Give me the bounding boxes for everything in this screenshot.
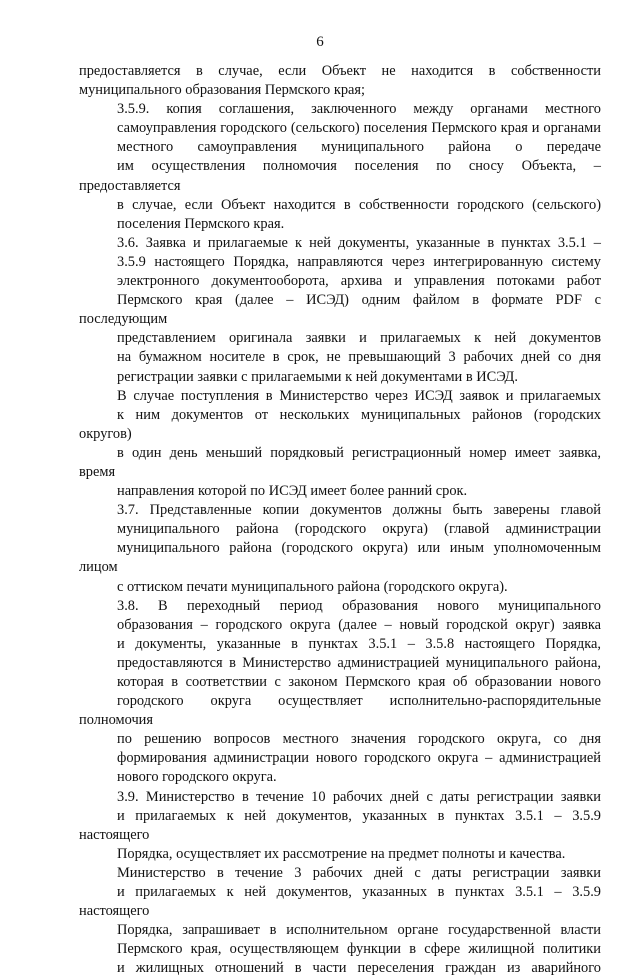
text-line: поселения Пермского края. [117,215,285,232]
paragraph [79,62,601,100]
page-number: 6 [316,34,324,50]
text-line: в один день меньший порядковый регистрационный номер имеет заявка, время [79,444,601,480]
text-line: В случае поступления в Министерство через ИСЭД заявок и прилагаемых [117,387,601,404]
text-line: городского округа осуществляет исполнительно-распорядительные полномочия [79,693,601,729]
text-line: и жилищных отношений в части переселения граждан из аварийного [117,960,601,977]
text-line: муниципального района (городского округа) или иным уполномоченным лицом [79,540,601,576]
text-line: 3.5.9 настоящего Порядка, направляются через интегрированную систему [117,253,601,270]
text-line: им осуществления полномочия поселения по сносу Объекта, – предоставляется [79,158,601,194]
text-line: и документы, указанные в пунктах 3.5.1 – 3.5.8 настоящего Порядка, [117,635,601,652]
text-line: 3.8. В переходный период образования нового муниципального [117,597,601,614]
text-line: Порядка, осуществляет их рассмотрение на предмет полноты и качества. [117,845,566,862]
text-line: формирования администрации нового городского округа – администрацией [117,750,601,767]
text-line: 3.5.9. копия соглашения, заключенного между органами местного [117,101,601,118]
text-line: предоставляются в Министерство администрацией муниципального района, [117,654,601,671]
paragraph [79,788,601,864]
text-line: и прилагаемых к ней документов, указанных в пунктах 3.5.1 – 3.5.9 настоящего [79,807,601,843]
text-line: на бумажном носителе в срок, не превышающий 3 рабочих дней со дня [117,349,601,366]
paragraph [79,234,601,387]
text-line: регистрации заявки с прилагаемыми к ней документами в ИСЭД. [117,368,518,385]
text-line: в случае, если Объект находится в собственности городского (сельского) [117,196,601,213]
text-line: и прилагаемых к ней документов, указанных в пунктах 3.5.1 – 3.5.9 настоящего [79,884,601,920]
text-line: нового городского округа. [117,769,277,786]
text-line: к ним документов от нескольких муниципальных районов (городских округов) [79,406,601,442]
text-line: электронного документооборота, архива и управления потоками работ [117,273,601,290]
paragraph [79,864,601,979]
text-line: 3.9. Министерство в течение 10 рабочих дней с даты регистрации заявки [117,788,601,805]
text-line: предоставляется в случае, если Объект не находится в собственности [79,63,601,79]
paragraph [79,387,601,502]
text-line: которая в соответствии с законом Пермского края об образовании нового [117,674,601,690]
text-line: с оттиском печати муниципального района (городского округа). [117,578,508,595]
text-line: муниципального района (городского округа) (главой администрации [117,521,601,538]
paragraph [79,597,601,788]
text-line: по решению вопросов местного значения городского округа, со дня [117,731,601,748]
text-line: 3.6. Заявка и прилагаемые к ней документы, указанные в пунктах 3.5.1 – [117,234,601,251]
text-line: образования – городского округа (далее – новый городской округ) заявка [117,616,601,633]
text-line: Пермского края (далее – ИСЭД) одним файлом в формате PDF с последующим [79,292,601,328]
text-line: Пермского края, осуществляющем функции в сфере жилищной политики [117,941,601,958]
text-line: Порядка, запрашивает в исполнительном органе государственной власти [117,922,601,939]
text-line: самоуправления городского (сельского) поселения Пермского края и органами [117,120,601,137]
document-body [79,62,601,979]
text-line: представлением оригинала заявки и прилагаемых к ней документов [117,330,601,347]
text-line: Министерство в течение 3 рабочих дней с даты регистрации заявки [117,864,601,881]
text-line: 3.7. Представленные копии документов должны быть заверены главой [117,502,601,519]
paragraph [79,501,601,596]
paragraph [79,100,601,234]
text-line: местного самоуправления муниципального района о передаче [117,139,601,156]
text-line: муниципального образования Пермского края; [79,82,366,99]
text-line: направления которой по ИСЭД имеет более ранний срок. [117,483,468,500]
